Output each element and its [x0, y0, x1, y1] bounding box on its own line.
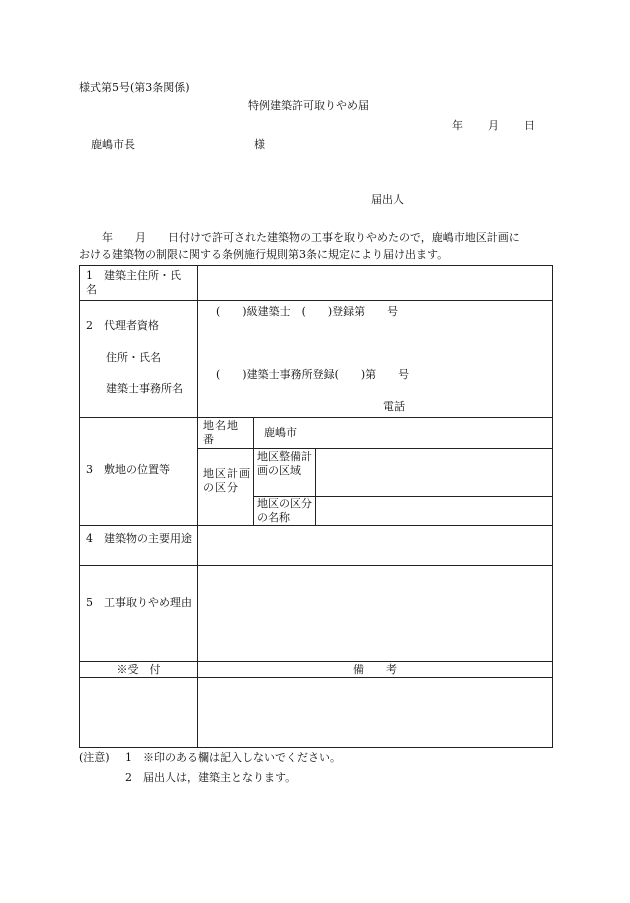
architect-office-line: ( )建築士事務所登録( )第 号 [216, 368, 410, 381]
lot-value: 鹿嶋市 [264, 426, 297, 439]
district-division-label: 地区計画の区分 [203, 467, 251, 494]
honorific: 様 [254, 138, 265, 151]
architect-class-line: ( )級建築士 ( )登録第 号 [216, 305, 399, 318]
district-name-label: 地区の区分の名称 [257, 497, 312, 524]
phone-label: 電話 [383, 400, 405, 413]
body-text-line-2: おける建築物の制限に関する条例施行規則第3条に規定により届け出ます。 [79, 248, 449, 261]
note-1: 1 ※印のある欄は記入しないでください。 [125, 751, 341, 764]
reason-input-cell[interactable] [198, 566, 553, 662]
district-name-label-cell [254, 497, 316, 526]
owner-label-cell [80, 266, 198, 301]
notification-form-table [79, 265, 553, 748]
lot-label-cell [198, 418, 254, 449]
owner-label: 1 建築主住所・氏名 [86, 269, 181, 296]
body-text-line-1: 年 月 日付けで許可された建築物の工事を取りやめたので，鹿嶋市地区計画に [102, 231, 520, 244]
district-name-input-cell[interactable] [316, 497, 553, 526]
agent-label-cell [80, 301, 198, 418]
maintenance-plan-label: 地区整備計画の区域 [257, 450, 312, 477]
reason-label-cell [80, 566, 198, 662]
agent-qualification-label: 2 代理者資格 [86, 319, 159, 332]
site-location-label: 3 敷地の位置等 [86, 463, 170, 476]
document-title: 特例建築許可取りやめ届 [248, 99, 369, 112]
addressee: 鹿嶋市長 [91, 138, 135, 151]
notifier-label: 届出人 [371, 193, 404, 206]
cancellation-reason-label: 5 工事取りやめ理由 [86, 596, 192, 609]
reception-header: ※受 付 [116, 663, 161, 676]
lot-value-cell[interactable] [254, 418, 553, 449]
reception-header-cell [80, 662, 198, 678]
agent-input-cell[interactable] [198, 301, 553, 418]
form-number: 様式第5号(第3条関係) [79, 81, 190, 94]
reception-box[interactable] [80, 678, 198, 748]
note-2: 2 届出人は，建築主となります。 [125, 771, 297, 784]
notes-prefix: (注意) [79, 751, 110, 764]
maintenance-label-cell [254, 449, 316, 497]
usage-label-cell [80, 526, 198, 566]
building-usage-label: 4 建築物の主要用途 [86, 532, 192, 545]
remarks-header: 備 考 [353, 663, 397, 676]
agent-address-label: 住所・氏名 [106, 351, 161, 364]
lot-label: 地名地番 [203, 419, 239, 446]
district-label-cell [198, 449, 254, 526]
agent-office-label: 建築士事務所名 [106, 382, 183, 395]
remarks-header-cell [198, 662, 553, 678]
usage-input-cell[interactable] [198, 526, 553, 566]
remarks-box[interactable] [198, 678, 553, 748]
owner-input-cell[interactable] [198, 266, 553, 301]
maintenance-input-cell[interactable] [316, 449, 553, 497]
date-line: 年 月 日 [452, 119, 536, 132]
site-label-cell [80, 418, 198, 526]
